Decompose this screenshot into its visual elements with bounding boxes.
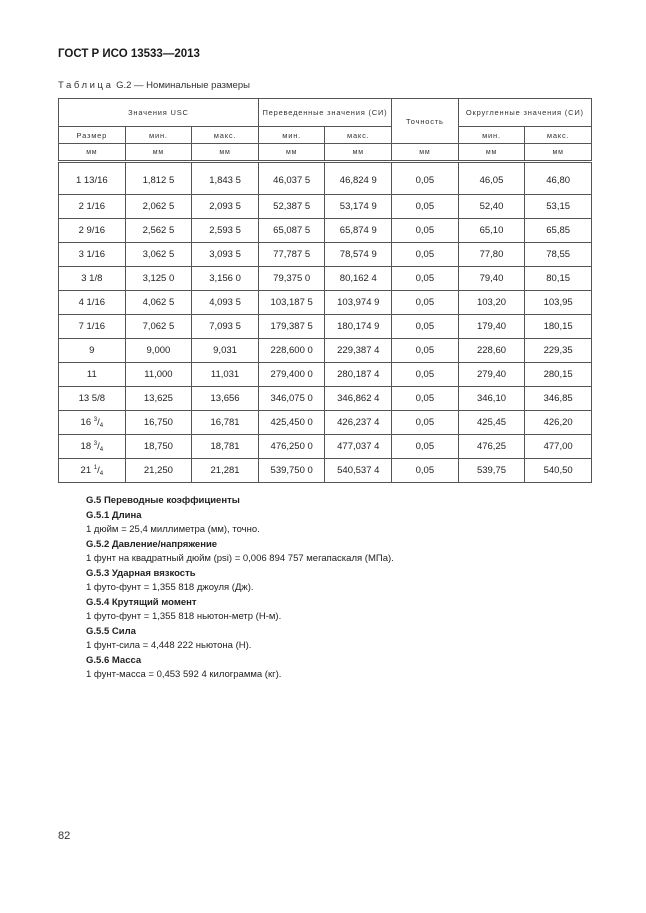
cell-rounded-max: 103,95 bbox=[525, 291, 592, 315]
section-text: 1 фунт на квадратный дюйм (psi) = 0,006 894 757 мегапаскаля (МПа). bbox=[86, 553, 394, 564]
cell-usc-max: 2,593 5 bbox=[192, 219, 259, 243]
section-text: 1 футо-фунт = 1,355 818 джоуля (Дж). bbox=[86, 582, 254, 593]
cell-si-min: 52,387 5 bbox=[258, 195, 325, 219]
table-row bbox=[59, 315, 592, 339]
cell-size: 9 bbox=[59, 339, 126, 363]
header-usc-values: Значения USC bbox=[59, 99, 259, 127]
nominal-sizes-table bbox=[58, 98, 592, 483]
cell-usc-max: 7,093 5 bbox=[192, 315, 259, 339]
unit-usc-max: мм bbox=[192, 144, 259, 162]
cell-rounded-max: 53,15 bbox=[525, 195, 592, 219]
cell-si-min: 65,087 5 bbox=[258, 219, 325, 243]
table-body bbox=[59, 162, 592, 483]
table-row bbox=[59, 219, 592, 243]
cell-usc-max: 11,031 bbox=[192, 363, 259, 387]
section-text: 1 дюйм = 25,4 миллиметра (мм), точно. bbox=[86, 524, 260, 535]
cell-usc-max: 21,281 bbox=[192, 459, 259, 483]
size-whole: 18 bbox=[80, 440, 92, 452]
cell-si-max: 53,174 9 bbox=[325, 195, 392, 219]
cell-si-max: 46,824 9 bbox=[325, 162, 392, 195]
cell-si-max: 540,537 4 bbox=[325, 459, 392, 483]
unit-si-max: мм bbox=[325, 144, 392, 162]
cell-rounded-max: 78,55 bbox=[525, 243, 592, 267]
section-heading: G.5.4 Крутящий момент bbox=[86, 596, 197, 608]
cell-si-min: 476,250 0 bbox=[258, 435, 325, 459]
cell-si-min: 77,787 5 bbox=[258, 243, 325, 267]
size-fraction-numerator: 3 bbox=[93, 440, 98, 447]
cell-rounded-min: 79,40 bbox=[458, 267, 525, 291]
cell-accuracy: 0,05 bbox=[392, 435, 459, 459]
cell-si-max: 80,162 4 bbox=[325, 267, 392, 291]
cell-accuracy: 0,05 bbox=[392, 291, 459, 315]
size-fraction-denominator: 4 bbox=[99, 446, 104, 453]
cell-size: 18 $^3/_4$ bbox=[59, 435, 126, 459]
cell-rounded-min: 539,75 bbox=[458, 459, 525, 483]
header-usc-max: макс. bbox=[192, 127, 259, 144]
header-accuracy: Точность bbox=[392, 99, 459, 144]
cell-size: 7 1/16 bbox=[59, 315, 126, 339]
header-rounded-min: мин. bbox=[458, 127, 525, 144]
section-heading: G.5 Переводные коэффициенты bbox=[86, 495, 240, 506]
cell-accuracy: 0,05 bbox=[392, 267, 459, 291]
unit-accuracy: мм bbox=[392, 144, 459, 162]
header-si-values: Переведенные значения (СИ) bbox=[258, 99, 391, 127]
cell-size: 11 bbox=[59, 363, 126, 387]
cell-size: 4 1/16 bbox=[59, 291, 126, 315]
cell-usc-min: 7,062 5 bbox=[125, 315, 192, 339]
section-heading: G.5.6 Масса bbox=[86, 654, 142, 666]
cell-rounded-max: 46,80 bbox=[525, 162, 592, 195]
unit-rounded-max: мм bbox=[525, 144, 592, 162]
cell-si-min: 228,600 0 bbox=[258, 339, 325, 363]
cell-size: 13 5/8 bbox=[59, 387, 126, 411]
cell-usc-max: 9,031 bbox=[192, 339, 259, 363]
table-row bbox=[59, 387, 592, 411]
cell-accuracy: 0,05 bbox=[392, 387, 459, 411]
cell-rounded-min: 228,60 bbox=[458, 339, 525, 363]
section-text: 1 фунт-масса = 0,453 592 4 килограмма (кг). bbox=[86, 669, 282, 680]
section-heading: G.5.5 Сила bbox=[86, 625, 136, 637]
cell-size: 21 $^1/_4$ bbox=[59, 459, 126, 483]
table-caption-label: Таблица bbox=[58, 80, 114, 91]
cell-size: 3 1/16 bbox=[59, 243, 126, 267]
cell-accuracy: 0,05 bbox=[392, 243, 459, 267]
cell-usc-min: 18,750 bbox=[125, 435, 192, 459]
cell-usc-min: 16,750 bbox=[125, 411, 192, 435]
cell-rounded-min: 77,80 bbox=[458, 243, 525, 267]
cell-rounded-min: 46,05 bbox=[458, 162, 525, 195]
table-row bbox=[59, 162, 592, 195]
cell-usc-min: 1,812 5 bbox=[125, 162, 192, 195]
table-row bbox=[59, 195, 592, 219]
cell-size: 2 1/16 bbox=[59, 195, 126, 219]
header-rounded-max: макс. bbox=[525, 127, 592, 144]
table-caption-text: G.2 — Номинальные размеры bbox=[113, 80, 250, 91]
cell-usc-min: 13,625 bbox=[125, 387, 192, 411]
table-row bbox=[59, 291, 592, 315]
cell-size: 2 9/16 bbox=[59, 219, 126, 243]
header-rounded-values: Округленные значения (СИ) bbox=[458, 99, 591, 127]
table-row bbox=[59, 411, 592, 435]
cell-si-max: 103,974 9 bbox=[325, 291, 392, 315]
cell-accuracy: 0,05 bbox=[392, 411, 459, 435]
cell-rounded-max: 65,85 bbox=[525, 219, 592, 243]
cell-si-min: 346,075 0 bbox=[258, 387, 325, 411]
cell-si-min: 46,037 5 bbox=[258, 162, 325, 195]
table-row bbox=[59, 435, 592, 459]
cell-size: 16 $^3/_4$ bbox=[59, 411, 126, 435]
table-row bbox=[59, 243, 592, 267]
unit-usc-min: мм bbox=[125, 144, 192, 162]
section-heading: G.5.2 Давление/напряжение bbox=[86, 538, 218, 550]
cell-si-max: 346,862 4 bbox=[325, 387, 392, 411]
cell-rounded-max: 180,15 bbox=[525, 315, 592, 339]
cell-rounded-max: 229,35 bbox=[525, 339, 592, 363]
section-heading: G.5.1 Длина bbox=[86, 509, 142, 521]
cell-si-max: 180,174 9 bbox=[325, 315, 392, 339]
cell-accuracy: 0,05 bbox=[392, 363, 459, 387]
cell-accuracy: 0,05 bbox=[392, 315, 459, 339]
cell-usc-min: 2,562 5 bbox=[125, 219, 192, 243]
size-fraction-numerator: 1 bbox=[93, 464, 98, 471]
cell-usc-min: 9,000 bbox=[125, 339, 192, 363]
cell-si-max: 280,187 4 bbox=[325, 363, 392, 387]
unit-si-min: мм bbox=[258, 144, 325, 162]
header-usc-min: мин. bbox=[125, 127, 192, 144]
cell-si-max: 78,574 9 bbox=[325, 243, 392, 267]
cell-size: 3 1/8 bbox=[59, 267, 126, 291]
cell-si-min: 279,400 0 bbox=[258, 363, 325, 387]
section-text: 1 футо-фунт = 1,355 818 ньютон-метр (Н-м). bbox=[86, 611, 282, 622]
cell-rounded-min: 179,40 bbox=[458, 315, 525, 339]
header-size: Размер bbox=[59, 127, 126, 144]
cell-accuracy: 0,05 bbox=[392, 339, 459, 363]
cell-rounded-min: 279,40 bbox=[458, 363, 525, 387]
cell-accuracy: 0,05 bbox=[392, 195, 459, 219]
cell-usc-max: 16,781 bbox=[192, 411, 259, 435]
cell-rounded-max: 540,50 bbox=[525, 459, 592, 483]
cell-accuracy: 0,05 bbox=[392, 219, 459, 243]
table-row bbox=[59, 267, 592, 291]
cell-rounded-min: 52,40 bbox=[458, 195, 525, 219]
cell-usc-min: 3,062 5 bbox=[125, 243, 192, 267]
document-header: ГОСТ Р ИСО 13533—2013 bbox=[58, 48, 200, 60]
cell-rounded-max: 346,85 bbox=[525, 387, 592, 411]
size-whole: 21 bbox=[80, 464, 92, 476]
cell-usc-max: 18,781 bbox=[192, 435, 259, 459]
page-number: 82 bbox=[58, 830, 71, 842]
conversion-factors-section bbox=[86, 494, 586, 683]
cell-accuracy: 0,05 bbox=[392, 459, 459, 483]
cell-si-min: 103,187 5 bbox=[258, 291, 325, 315]
cell-rounded-min: 65,10 bbox=[458, 219, 525, 243]
size-whole: 16 bbox=[80, 416, 92, 428]
unit-size: мм bbox=[59, 144, 126, 162]
header-si-max: макс. bbox=[325, 127, 392, 144]
cell-si-min: 539,750 0 bbox=[258, 459, 325, 483]
cell-si-min: 179,387 5 bbox=[258, 315, 325, 339]
cell-rounded-max: 477,00 bbox=[525, 435, 592, 459]
cell-usc-min: 2,062 5 bbox=[125, 195, 192, 219]
cell-rounded-max: 280,15 bbox=[525, 363, 592, 387]
cell-rounded-max: 426,20 bbox=[525, 411, 592, 435]
cell-usc-min: 3,125 0 bbox=[125, 267, 192, 291]
cell-si-min: 425,450 0 bbox=[258, 411, 325, 435]
cell-usc-min: 4,062 5 bbox=[125, 291, 192, 315]
cell-usc-max: 2,093 5 bbox=[192, 195, 259, 219]
section-heading: G.5.3 Ударная вязкость bbox=[86, 567, 196, 579]
cell-usc-max: 3,093 5 bbox=[192, 243, 259, 267]
cell-usc-min: 21,250 bbox=[125, 459, 192, 483]
cell-si-max: 426,237 4 bbox=[325, 411, 392, 435]
cell-usc-max: 3,156 0 bbox=[192, 267, 259, 291]
size-fraction-denominator: 4 bbox=[99, 470, 104, 477]
table-row bbox=[59, 459, 592, 483]
cell-size: 1 13/16 bbox=[59, 162, 126, 195]
cell-usc-max: 4,093 5 bbox=[192, 291, 259, 315]
size-fraction-numerator: 3 bbox=[93, 416, 98, 423]
cell-rounded-min: 103,20 bbox=[458, 291, 525, 315]
cell-si-max: 65,874 9 bbox=[325, 219, 392, 243]
cell-rounded-min: 425,45 bbox=[458, 411, 525, 435]
table-row bbox=[59, 363, 592, 387]
cell-si-max: 229,387 4 bbox=[325, 339, 392, 363]
table-caption bbox=[58, 80, 250, 91]
cell-rounded-min: 346,10 bbox=[458, 387, 525, 411]
section-text: 1 фунт-сила = 4,448 222 ньютона (Н). bbox=[86, 640, 252, 651]
unit-rounded-min: мм bbox=[458, 144, 525, 162]
cell-si-max: 477,037 4 bbox=[325, 435, 392, 459]
cell-usc-max: 13,656 bbox=[192, 387, 259, 411]
cell-usc-min: 11,000 bbox=[125, 363, 192, 387]
cell-rounded-min: 476,25 bbox=[458, 435, 525, 459]
cell-usc-max: 1,843 5 bbox=[192, 162, 259, 195]
size-fraction-denominator: 4 bbox=[99, 422, 104, 429]
table-row bbox=[59, 339, 592, 363]
cell-si-min: 79,375 0 bbox=[258, 267, 325, 291]
cell-rounded-max: 80,15 bbox=[525, 267, 592, 291]
cell-accuracy: 0,05 bbox=[392, 162, 459, 195]
header-si-min: мин. bbox=[258, 127, 325, 144]
